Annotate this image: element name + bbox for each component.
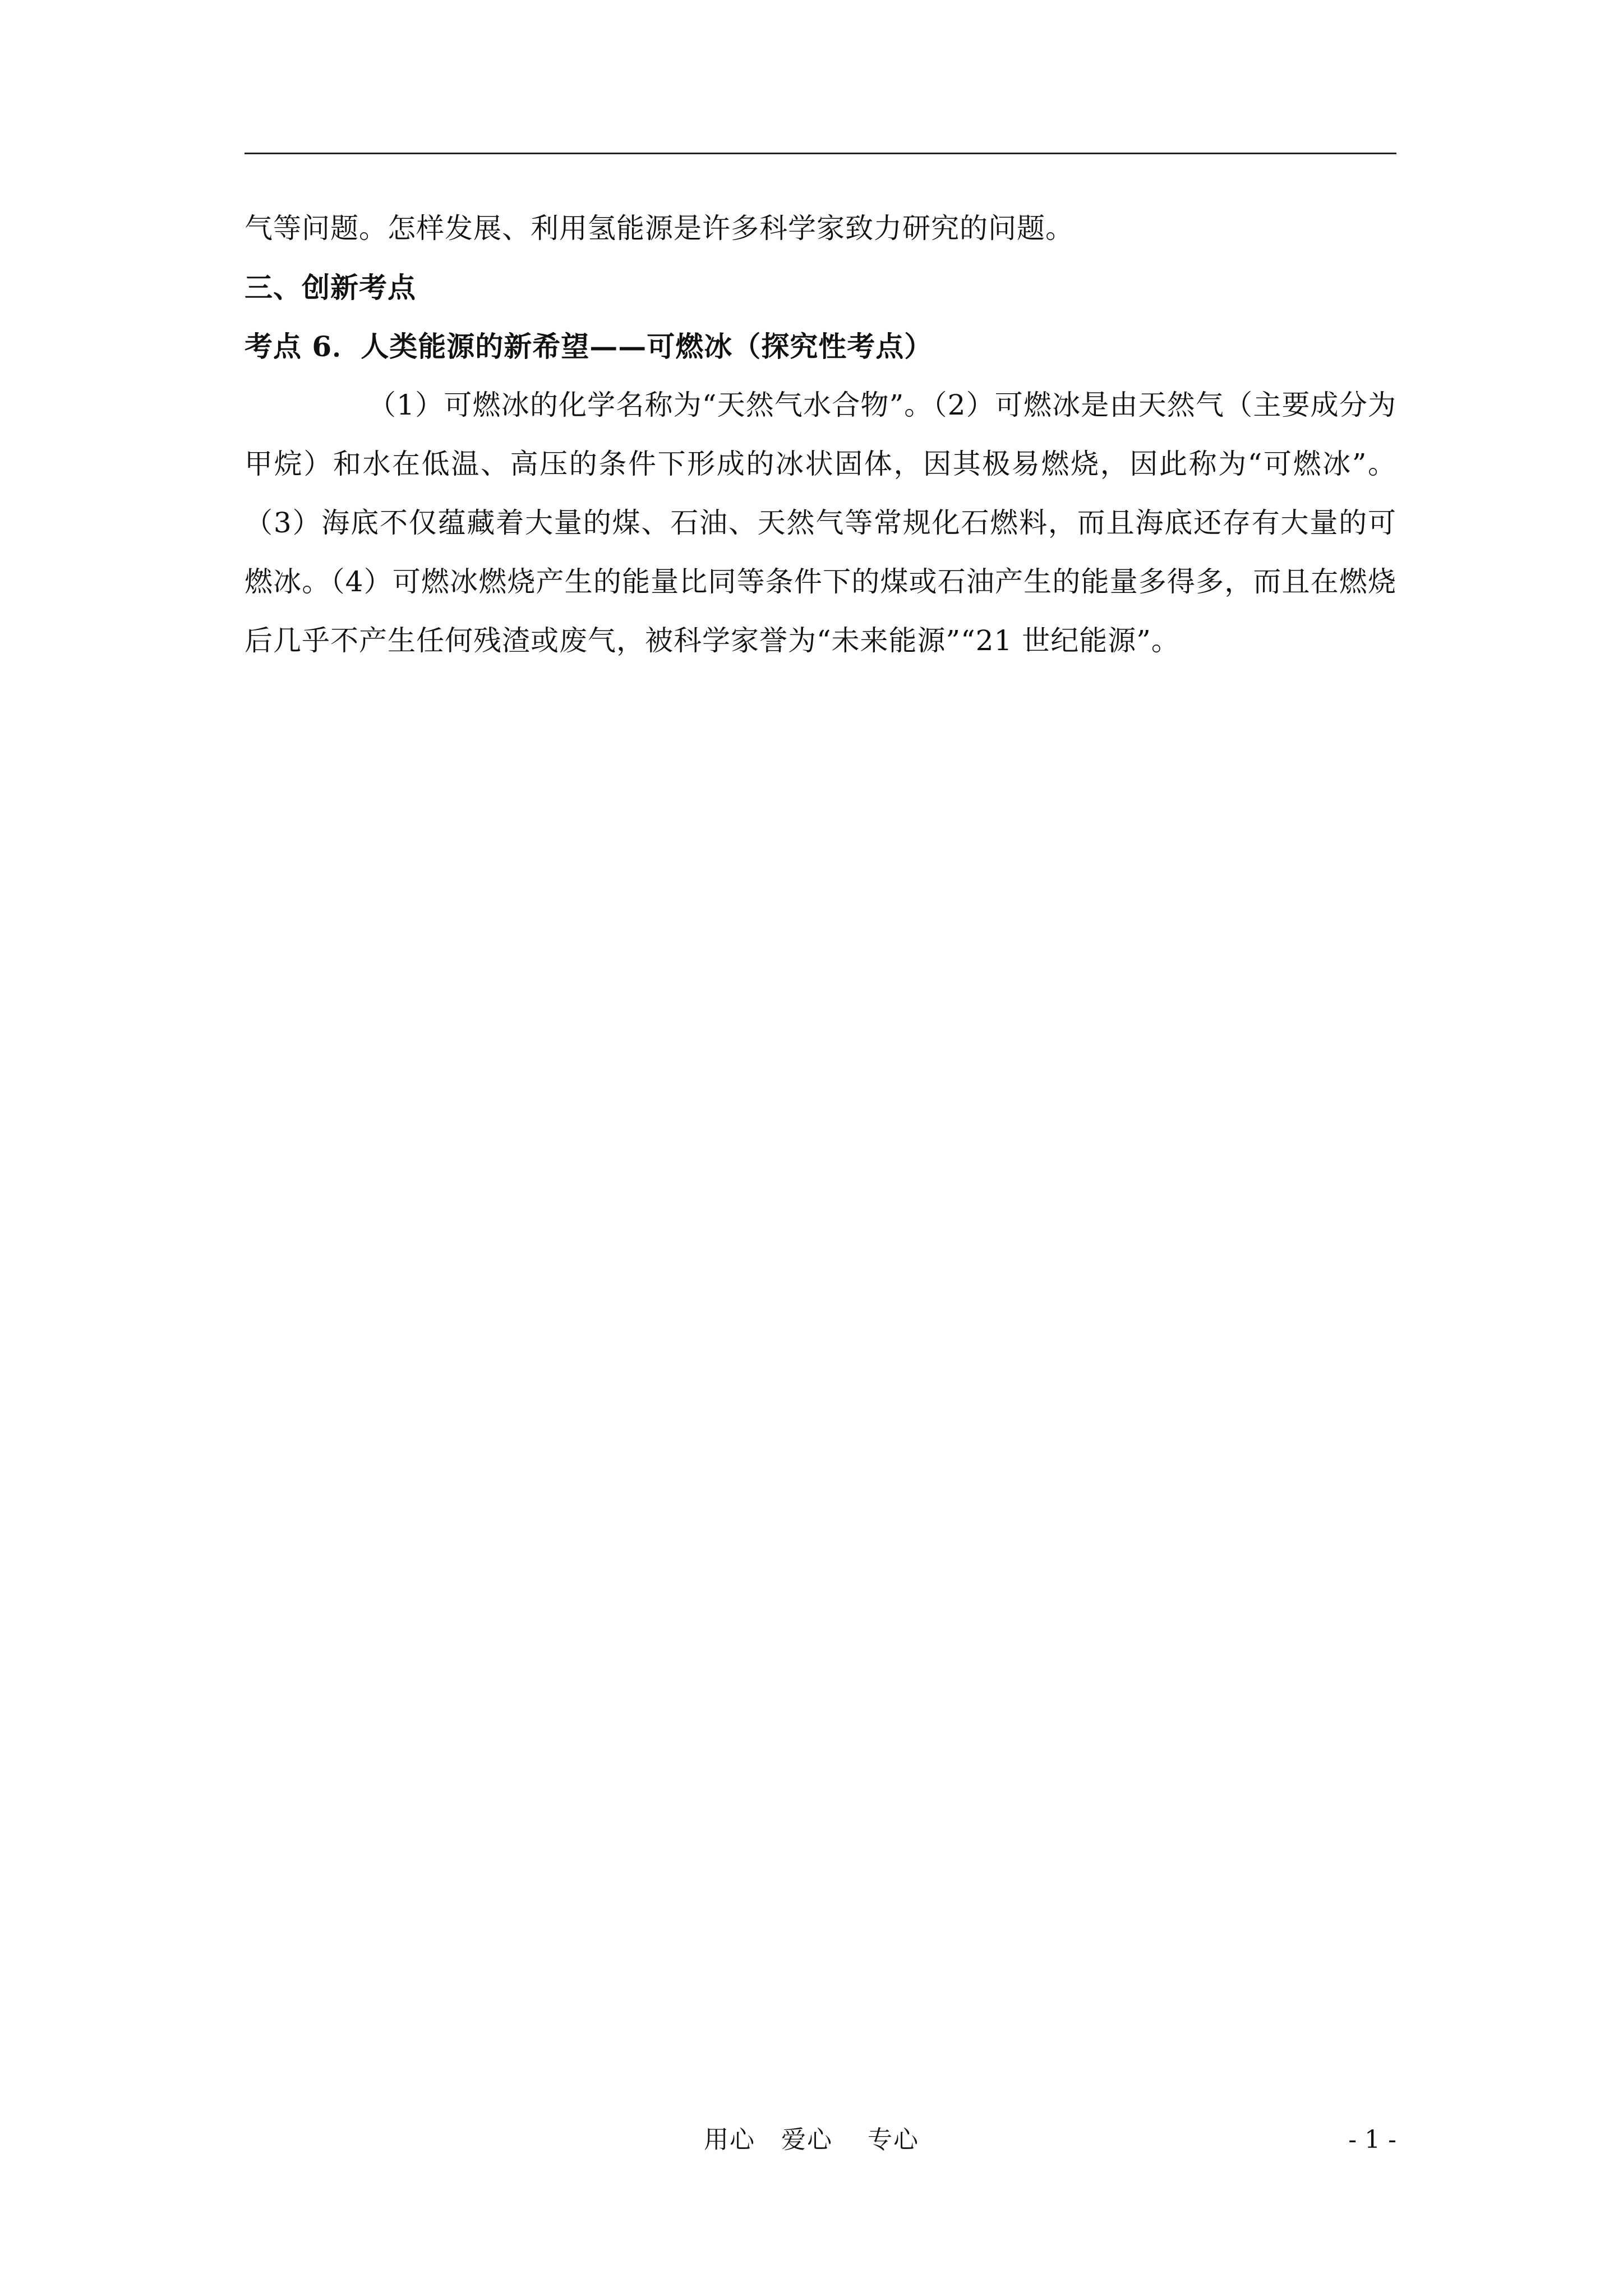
topic-heading: 考点 6．人类能源的新希望——可燃冰（探究性考点） bbox=[245, 330, 933, 363]
page-content bbox=[245, 199, 1396, 670]
body-paragraph: （1）可燃冰的化学名称为“天然气水合物”。（2）可燃冰是由天然气（主要成分为甲烷）和水在低温、高压的条件下形成的冰状固体，因其极易燃烧，因此称为“可燃冰”。（3）海底不仅蕴藏着大量的煤、石油、天然气等常规化石燃料，而且海底还存有大量的可燃冰。（4）可燃冰燃烧产生的能量比同等条件下的煤或石油产生的能量多得多，而且在燃烧后几乎不产生任何残渣或废气，被科学家誉为“未来能源”“21 世纪能源”。 bbox=[245, 389, 1396, 657]
text-line: 气等问题。怎样发展、利用氢能源是许多科学家致力研究的问题。 bbox=[245, 212, 1074, 245]
section-heading: 三、创新考点 bbox=[245, 271, 416, 304]
footer-motto: 用心 爱心 专心 bbox=[704, 2125, 919, 2154]
page-number: - 1 - bbox=[1348, 2125, 1396, 2154]
page-footer bbox=[0, 2120, 1623, 2160]
header-rule bbox=[245, 153, 1396, 154]
